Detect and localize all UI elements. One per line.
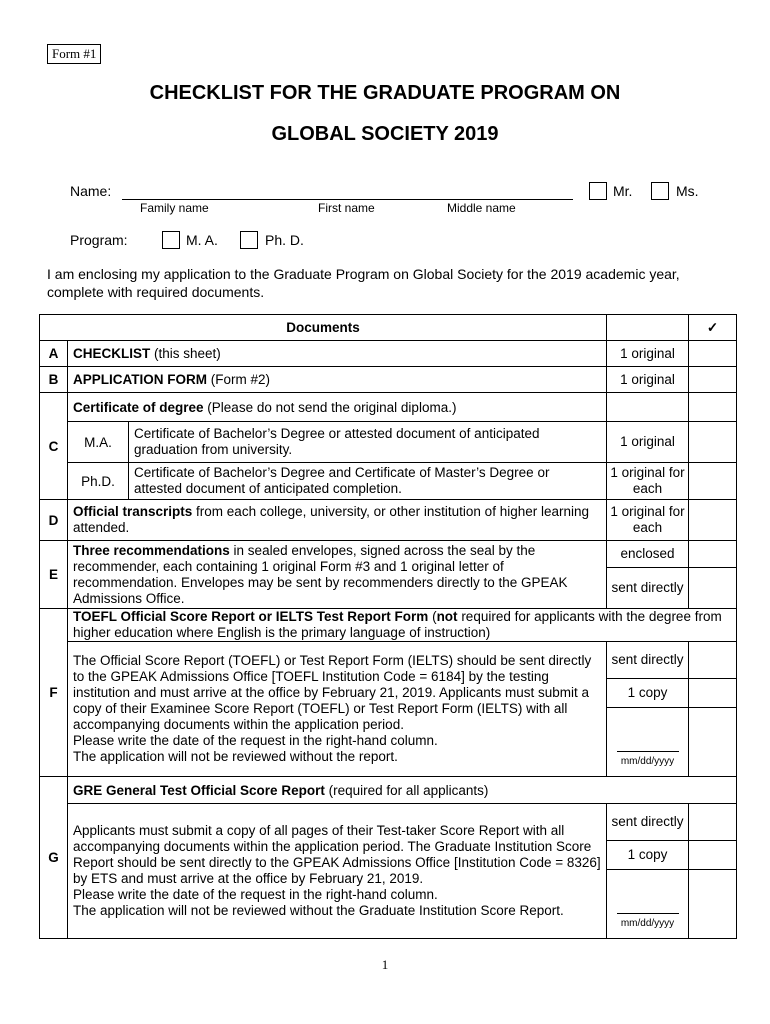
intro-paragraph: I am enclosing my application to the Graduate Program on Global Society for the 2019 academic year, complete with required documents.	[47, 266, 680, 300]
req-c-phd: 1 original for each	[607, 463, 689, 500]
table-row	[40, 609, 737, 642]
req-f-date-cell	[607, 708, 689, 777]
check-cell-f-date[interactable]	[689, 708, 737, 777]
mr-label: Mr.	[613, 183, 633, 199]
page-title-line2: GLOBAL SOCIETY 2019	[271, 123, 499, 145]
doc-certificate-degree	[68, 393, 607, 422]
check-header: ✓	[689, 315, 737, 341]
doc-g-bold: GRE General Test Official Score Report	[73, 782, 325, 798]
req-f-copy: 1 copy	[607, 679, 689, 708]
table-row	[40, 541, 737, 568]
req-c-ma: 1 original	[607, 422, 689, 463]
doc-e-bold: Three recommendations	[73, 542, 230, 558]
doc-f-bold1: TOEFL Official Score Report or IELTS Test Report Form	[73, 609, 429, 624]
doc-f-note1: Please write the date of the request in the right-hand column.	[73, 733, 438, 748]
doc-g-body: Applicants must submit a copy of all pages of their Test-taker Score Report with all accompanying documents within the application period. The Graduate Institution Score Report should be sent directly to the GPEAK Admissions Office [Institution Code = 8326] by ETS and must arrive at the office by February 21, 2019.	[73, 823, 601, 886]
doc-e-rest: in sealed envelopes, signed across the seal by the recommender, each containing 1 original Form #3 and 1 original letter of recommendation. Envelopes may be sent by recommenders directly to the GPEAK Admissions Office.	[73, 542, 568, 606]
row-letter-d: D	[40, 500, 68, 541]
check-cell-g-date[interactable]	[689, 870, 737, 939]
phd-checkbox[interactable]	[240, 231, 258, 249]
req-e-sent: sent directly	[607, 568, 689, 609]
page-number: 1	[381, 957, 389, 972]
page-title: CHECKLIST FOR THE GRADUATE PROGRAM ON	[149, 82, 621, 104]
doc-gre-body	[68, 804, 607, 939]
ms-checkbox[interactable]	[651, 182, 669, 200]
req-c-header	[607, 393, 689, 422]
check-cell-f-copy[interactable]	[689, 679, 737, 708]
doc-c-rest: (Please do not send the original diploma.)	[203, 399, 457, 415]
doc-g-note2: The application will not be reviewed without the Graduate Institution Score Report.	[73, 903, 564, 918]
doc-d-rest: from each college, university, or other institution of higher learning attended.	[73, 504, 590, 535]
req-a: 1 original	[607, 341, 689, 367]
req-g-sent: sent directly	[607, 804, 689, 841]
doc-c-bold: Certificate of degree	[73, 399, 204, 415]
documents-table	[39, 314, 737, 939]
doc-d-bold: Official transcripts	[73, 504, 193, 519]
doc-transcripts	[68, 500, 607, 541]
req-g-date-cell	[607, 870, 689, 939]
table-row	[40, 422, 737, 463]
ma-checkbox[interactable]	[162, 231, 180, 249]
name-label: Name:	[70, 183, 112, 199]
middle-name-caption: Middle name	[447, 201, 516, 215]
req-f-date[interactable]: mm/dd/yyyy	[617, 751, 679, 770]
table-row	[40, 393, 737, 422]
row-letter-c: C	[40, 393, 68, 500]
req-d: 1 original for each	[607, 500, 689, 541]
doc-f-mid2: required for applicants with the degree from higher education where English is the primary language of instruction)	[73, 609, 722, 640]
doc-toefl-heading	[68, 609, 737, 642]
first-name-caption: First name	[318, 201, 375, 215]
req-f-sent: sent directly	[607, 642, 689, 679]
check-cell-f-sent[interactable]	[689, 642, 737, 679]
name-input-line[interactable]	[122, 199, 573, 200]
row-letter-b: B	[40, 367, 68, 393]
row-letter-e: E	[40, 541, 68, 609]
phd-label: Ph. D.	[265, 232, 304, 248]
check-cell-g-copy[interactable]	[689, 841, 737, 870]
doc-c-phd-text: Certificate of Bachelor’s Degree and Certificate of Master’s Degree or attested document of anticipated completion.	[129, 463, 607, 500]
family-name-caption: Family name	[140, 201, 209, 215]
check-cell-a[interactable]	[689, 341, 737, 367]
doc-recommendations	[68, 541, 607, 609]
check-cell-c-ma[interactable]	[689, 422, 737, 463]
check-cell-e-sent[interactable]	[689, 568, 737, 609]
check-cell-c-phd[interactable]	[689, 463, 737, 500]
doc-a-rest: (this sheet)	[150, 346, 221, 361]
row-letter-a: A	[40, 341, 68, 367]
doc-f-mid1: (	[428, 609, 437, 624]
doc-b-rest: (Form #2)	[207, 372, 271, 387]
doc-application-form	[68, 367, 607, 393]
req-e-enclosed: enclosed	[607, 541, 689, 568]
row-letter-g: G	[40, 777, 68, 939]
doc-c-ma-text: Certificate of Bachelor’s Degree or attested document of anticipated graduation from university.	[129, 422, 607, 463]
check-cell-c-header	[689, 393, 737, 422]
form-number-tag: Form #1	[47, 44, 101, 64]
check-cell-e-enclosed[interactable]	[689, 541, 737, 568]
req-g-copy: 1 copy	[607, 841, 689, 870]
doc-gre-heading	[68, 777, 737, 804]
table-row	[40, 463, 737, 500]
table-row	[40, 341, 737, 367]
table-row	[40, 500, 737, 541]
program-label: Program:	[70, 232, 128, 248]
check-cell-b[interactable]	[689, 367, 737, 393]
documents-header: Documents	[40, 315, 607, 341]
doc-a-bold: CHECKLIST	[73, 346, 151, 361]
ms-label: Ms.	[676, 183, 699, 199]
doc-g-note1: Please write the date of the request in the right-hand column.	[73, 887, 438, 902]
req-b: 1 original	[607, 367, 689, 393]
doc-f-note2: The application will not be reviewed without the report.	[73, 749, 398, 764]
mr-checkbox[interactable]	[589, 182, 607, 200]
doc-checklist	[68, 341, 607, 367]
ma-sublabel: M.A.	[68, 422, 129, 463]
table-row	[40, 804, 737, 841]
check-cell-g-sent[interactable]	[689, 804, 737, 841]
doc-f-body: The Official Score Report (TOEFL) or Test Report Form (IELTS) should be sent directly to the GPEAK Admissions Office [TOEFL Institution Code = 6184] by the testing institution and must arrive at the office by February 21, 2019. Applicants must submit a copy of their Examinee Score Report (TOEFL) or Test Report Form (IELTS) with all accompanying documents within the application period.	[73, 653, 592, 732]
check-cell-d[interactable]	[689, 500, 737, 541]
table-row	[40, 777, 737, 804]
ma-label: M. A.	[186, 232, 218, 248]
doc-g-rest: (required for all applicants)	[324, 782, 489, 798]
phd-sublabel: Ph.D.	[68, 463, 129, 500]
doc-f-bold2: not	[436, 609, 458, 624]
doc-toefl-body	[68, 642, 607, 777]
req-g-date[interactable]: mm/dd/yyyy	[617, 913, 679, 932]
table-row	[40, 642, 737, 679]
row-letter-f: F	[40, 609, 68, 777]
requirement-header	[607, 315, 689, 341]
doc-b-bold: APPLICATION FORM	[73, 372, 207, 387]
table-row	[40, 367, 737, 393]
